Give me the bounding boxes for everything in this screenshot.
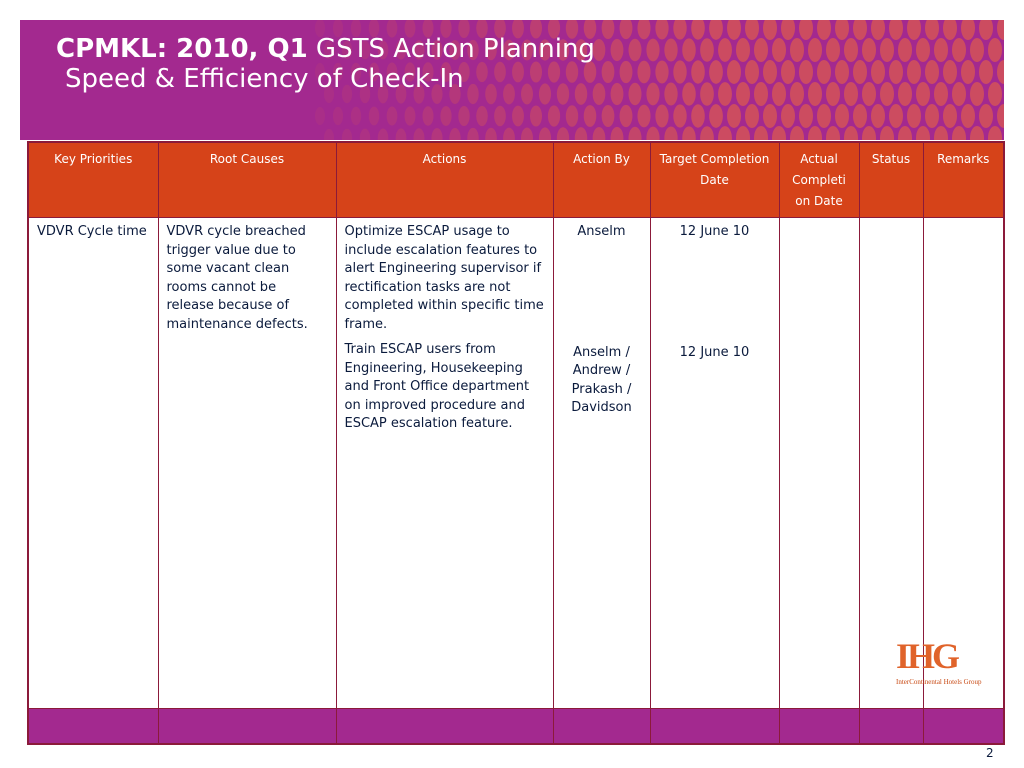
column-header-target-date: Target Completion Date	[650, 142, 779, 218]
action-item: Train ESCAP users from Engineering, Housekeeping and Front Office department on improved procedure and ESCAP escalation feature.	[344, 342, 530, 431]
banner-oval	[691, 104, 705, 127]
banner-oval	[682, 82, 696, 105]
banner-oval	[333, 107, 343, 125]
banner-oval	[494, 106, 506, 127]
banner-oval	[925, 104, 939, 128]
column-header-actions: Actions	[336, 142, 553, 218]
banner-oval	[709, 60, 723, 84]
banner-oval	[718, 38, 732, 62]
cell-status	[859, 218, 923, 709]
banner-oval	[422, 106, 433, 126]
banner-oval	[916, 38, 930, 62]
cell-root-cause: VDVR cycle breached trigger value due to some vacant clean rooms cannot be release because of maintenance defects.	[158, 218, 336, 709]
cell-action-by	[553, 218, 650, 709]
banner-oval	[324, 129, 334, 140]
banner-oval	[988, 82, 1002, 106]
banner-oval	[396, 128, 407, 140]
banner-oval	[566, 105, 578, 127]
banner-oval	[611, 127, 624, 140]
banner-oval	[646, 39, 659, 62]
footer-cell	[553, 709, 650, 745]
banner-oval	[835, 60, 849, 84]
banner-oval	[844, 126, 858, 140]
banner-oval	[871, 60, 885, 84]
banner-oval	[853, 20, 867, 40]
banner-oval	[763, 60, 777, 84]
table-row	[28, 218, 1004, 709]
banner-oval	[799, 20, 813, 40]
banner-oval	[360, 129, 370, 140]
banner-oval	[799, 104, 813, 128]
banner-oval	[673, 104, 686, 127]
banner-oval	[503, 128, 515, 140]
banner-oval	[664, 82, 677, 105]
banner-oval	[485, 128, 497, 140]
banner-oval	[602, 61, 615, 83]
column-header-action-by: Action By	[553, 142, 650, 218]
banner-oval	[853, 60, 867, 84]
banner-oval	[458, 106, 469, 126]
column-header-root-causes: Root Causes	[158, 142, 336, 218]
banner-oval	[898, 126, 912, 140]
banner-oval	[943, 104, 957, 128]
banner-oval	[925, 60, 939, 84]
banner-oval	[718, 126, 732, 140]
banner-oval	[655, 20, 668, 39]
banner-oval	[673, 60, 686, 83]
banner-oval	[889, 104, 903, 128]
slide-subtitle: Speed & Efficiency of Check-In	[65, 64, 464, 94]
banner-oval	[378, 129, 389, 140]
banner-oval	[718, 82, 732, 106]
footer-cell	[650, 709, 779, 745]
banner-oval	[414, 128, 425, 140]
banner-oval	[745, 104, 759, 128]
banner-oval	[700, 82, 714, 106]
action-by-item: Anselm	[577, 224, 626, 239]
cell-key-priority: VDVR Cycle time	[28, 218, 158, 709]
banner-oval	[620, 61, 633, 83]
banner-oval	[709, 20, 723, 40]
banner-oval	[934, 126, 948, 140]
logo-mark: IHG	[896, 636, 958, 676]
banner-oval	[934, 38, 948, 62]
banner-oval	[351, 107, 361, 126]
banner-oval	[844, 38, 858, 62]
banner-oval	[907, 60, 921, 84]
banner-oval	[629, 39, 642, 62]
banner-oval	[880, 126, 894, 140]
action-plan-table	[27, 141, 1005, 745]
banner-oval	[342, 129, 352, 140]
title-bold-part: CPMKL: 2010, Q1	[56, 34, 308, 64]
banner-oval	[961, 104, 975, 128]
banner-oval	[664, 38, 677, 61]
footer-cell	[28, 709, 158, 745]
table-header-row	[28, 142, 1004, 218]
banner-oval	[431, 128, 442, 140]
banner-oval	[916, 126, 930, 140]
banner-oval	[655, 105, 668, 128]
title-normal-part: GSTS Action Planning	[307, 34, 595, 64]
banner-oval	[817, 104, 831, 128]
banner-oval	[772, 82, 786, 106]
banner-oval	[979, 60, 993, 84]
banner-oval	[593, 127, 606, 140]
banner-oval	[736, 126, 750, 140]
banner-oval	[880, 82, 894, 106]
banner-oval	[700, 38, 714, 62]
banner-oval	[646, 83, 659, 106]
banner-oval	[440, 106, 451, 126]
banner-oval	[907, 20, 921, 40]
banner-oval	[673, 20, 686, 40]
banner-oval	[754, 82, 768, 106]
banner-oval	[754, 38, 768, 62]
banner-oval	[530, 105, 542, 126]
column-header-status: Status	[859, 142, 923, 218]
banner-oval	[781, 60, 795, 84]
banner-oval	[826, 38, 840, 62]
banner-oval	[763, 20, 777, 40]
banner-oval	[772, 126, 786, 140]
banner-oval	[988, 38, 1002, 62]
slide-title	[56, 34, 595, 94]
banner-oval	[844, 82, 858, 106]
cell-actions	[336, 218, 553, 709]
banner-oval	[449, 128, 460, 140]
banner-oval	[655, 61, 668, 84]
banner-oval	[889, 60, 903, 84]
banner-oval	[602, 105, 615, 127]
banner-oval	[835, 20, 849, 40]
banner-oval	[637, 61, 650, 84]
ihg-logo	[896, 638, 996, 690]
banner-oval	[907, 104, 921, 128]
banner-oval	[620, 20, 633, 39]
banner-oval	[727, 60, 741, 84]
banner-oval	[790, 82, 804, 106]
banner-oval	[970, 126, 984, 140]
banner-oval	[961, 20, 975, 40]
banner-oval	[637, 20, 650, 39]
banner-oval	[997, 60, 1004, 84]
cell-actual-date	[779, 218, 859, 709]
cell-target-date	[650, 218, 779, 709]
banner-oval	[745, 20, 759, 40]
banner-oval	[476, 106, 488, 126]
banner-oval	[736, 82, 750, 106]
banner-oval	[629, 83, 642, 106]
banner-oval	[979, 20, 993, 40]
banner-oval	[943, 60, 957, 84]
banner-oval	[880, 38, 894, 62]
banner-oval	[781, 104, 795, 128]
banner-oval	[835, 104, 849, 128]
banner-oval	[853, 104, 867, 128]
footer-cell	[859, 709, 923, 745]
banner-oval	[521, 128, 533, 140]
banner-oval	[925, 20, 939, 40]
cell-remarks	[923, 218, 1004, 709]
banner-oval	[979, 104, 993, 128]
banner-oval	[611, 83, 624, 105]
banner-oval	[808, 38, 822, 62]
banner-oval	[682, 38, 696, 61]
banner-oval	[970, 82, 984, 106]
banner-oval	[727, 104, 741, 128]
banner-oval	[952, 126, 966, 140]
banner-oval	[575, 127, 587, 140]
banner-oval	[862, 82, 876, 106]
page-number: 2	[986, 746, 994, 760]
banner-oval	[512, 106, 524, 127]
banner-oval	[602, 20, 615, 39]
banner-oval	[889, 20, 903, 40]
banner-oval	[790, 126, 804, 140]
column-header-remarks: Remarks	[923, 142, 1004, 218]
banner-oval	[691, 20, 705, 40]
banner-oval	[961, 60, 975, 84]
footer-cell	[158, 709, 336, 745]
banner-oval	[709, 104, 723, 128]
banner-oval	[862, 38, 876, 62]
banner-oval	[557, 127, 569, 140]
action-by-item: Anselm / Andrew / Prakash / Davidson	[571, 344, 632, 415]
banner-oval	[691, 60, 705, 83]
banner-oval	[405, 106, 416, 125]
banner-oval	[584, 105, 597, 127]
footer-cell	[923, 709, 1004, 745]
banner-oval	[790, 38, 804, 62]
banner-oval	[997, 20, 1004, 40]
logo-subtitle: InterContinental Hotels Group	[896, 678, 982, 686]
banner-oval	[745, 60, 759, 84]
banner-oval	[754, 126, 768, 140]
banner-oval	[817, 60, 831, 84]
banner-oval	[467, 128, 478, 140]
banner-oval	[611, 39, 624, 61]
banner-oval	[315, 107, 325, 125]
banner-oval	[943, 20, 957, 40]
banner-oval	[682, 126, 696, 140]
banner-oval	[620, 105, 633, 127]
banner-oval	[988, 126, 1002, 140]
banner-oval	[997, 104, 1004, 128]
banner-oval	[369, 107, 380, 126]
banner-oval	[826, 126, 840, 140]
banner-oval	[898, 38, 912, 62]
banner-oval	[826, 82, 840, 106]
banner-oval	[898, 82, 912, 106]
banner-oval	[871, 104, 885, 128]
banner-oval	[862, 126, 876, 140]
footer-cell	[336, 709, 553, 745]
banner-oval	[629, 127, 642, 140]
banner-oval	[763, 104, 777, 128]
banner-oval	[808, 82, 822, 106]
banner-oval	[952, 82, 966, 106]
banner-oval	[916, 82, 930, 106]
banner-oval	[736, 38, 750, 62]
banner-oval	[970, 38, 984, 62]
banner-oval	[952, 38, 966, 62]
footer-cell	[779, 709, 859, 745]
banner-oval	[871, 20, 885, 40]
banner-oval	[817, 20, 831, 40]
banner-oval	[799, 60, 813, 84]
banner-oval	[646, 127, 659, 140]
banner-oval	[548, 105, 560, 126]
target-date-item: 12 June 10	[679, 344, 750, 360]
action-item: Optimize ESCAP usage to include escalation features to alert Engineering supervisor if rectification tasks are not completed within specific time frame.	[344, 224, 544, 332]
banner-oval	[781, 20, 795, 40]
banner-oval	[387, 106, 398, 125]
banner-oval	[772, 38, 786, 62]
banner-oval	[664, 126, 677, 140]
column-header-key-priorities: Key Priorities	[28, 142, 158, 218]
banner-oval	[934, 82, 948, 106]
column-header-actual-date: Actual Completi on Date	[779, 142, 859, 218]
banner-oval	[539, 127, 551, 140]
banner-oval	[637, 105, 650, 128]
banner-oval	[727, 20, 741, 40]
table-footer-row	[28, 709, 1004, 745]
banner-oval	[808, 126, 822, 140]
target-date-item: 12 June 10	[679, 224, 750, 239]
banner-oval	[700, 126, 714, 140]
